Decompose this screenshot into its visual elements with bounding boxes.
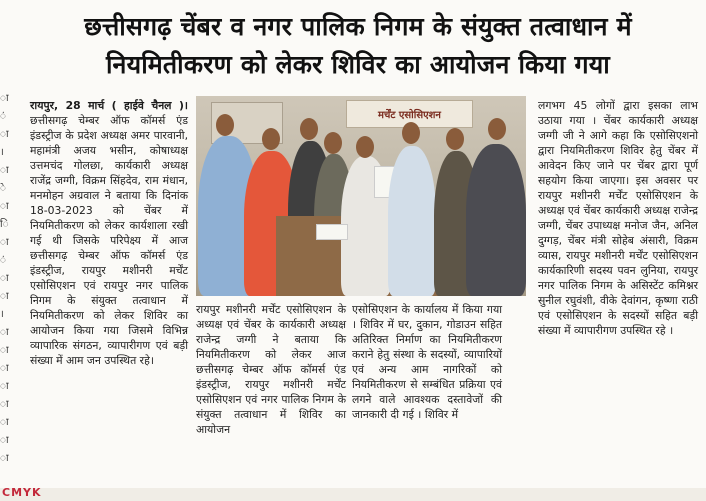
person-1-head [216, 114, 234, 136]
column-2-text: रायपुर मशीनरी मर्चेंट एसोसिएशन के अध्यक्ष एवं चेंबर के कार्यकारी अध्यक्ष राजेन्द्र जग्गी ने बताया कि नियमितीकरण को लेकर आज छत्तीसगढ़ चेम्बर ऑफ कॉमर्स एंड इंडस्ट्रीज, रायपुर मशीनरी मर्चेंट एसोसिएशन एवं नगर पालिक निगम के संयुक्त तत्वाधान में शिविर का आयोजन [196, 303, 346, 436]
person-2-head [262, 128, 280, 150]
person-4-head [324, 132, 342, 154]
article-column-2 [196, 302, 346, 437]
person-3-head [300, 118, 318, 140]
article-column-3 [352, 302, 502, 422]
person-8-head [488, 118, 506, 140]
dateline: रायपुर, 28 मार्च ( हाईवे चैनल )। [30, 99, 188, 112]
headline [18, 8, 698, 84]
column-3-text: एसोसिएशन के कार्यालय में किया गया । शिविर में घर, दुकान, गोडाउन सहित अतिरिक्त निर्माण का नियमितीकरण कराने हेतु संस्था के सदस्यों, व्यापारियों एवं अन्य आम नागरिकों को नियमितीकरण से सम्बंधित प्रक्रिया एवं लगने वाले आवश्यक दस्तावेजों की जानकारी दी गई । शिविर में [352, 303, 502, 421]
column-1-text: छत्तीसगढ़ चेम्बर ऑफ कॉमर्स एंड इंडस्ट्रीज के प्रदेश अध्यक्ष अमर पारवानी, महामंत्री अजय भसीन, कोषाध्यक्ष उत्तमचंद गोलछा, कार्यकारी अध्यक्ष राजेंद्र जग्गी, विक्रम सिंहदेव, राम मंधान, मनमोहन अग्रवाल ने बताया कि दिनांक 18-03-2023 को चेंबर में नियमितीकरण को लेकर कार्यशाला रखी गई थी जिसके परिपेक्ष्य में आज छत्तीसगढ़ चेम्बर ऑफ कॉमर्स एंड इंडस्ट्रीज, रायपुर मशीनरी मर्चेंट एसोसिएशन एवं रायपुर नगर पालिक निगम के संयुक्त तत्वाधान में नियमितीकरण को लेकर शिविर का आयोजन किया गया जिसमे विभिन्न व्यापारिक संगठन, व्यापारीगण एवं बड़ी संख्या में आम जन उपस्थित रहे। [30, 114, 188, 367]
print-mark: CMYK [2, 486, 42, 499]
person-6 [388, 146, 436, 296]
person-6-head [402, 122, 420, 144]
table-paper [316, 224, 348, 240]
article-column-4 [538, 98, 698, 338]
adjacent-column-edge: ा ं ा । ा े ा ि ा ं ा ा । ा ा ा ा ा ा ा ा [0, 93, 9, 464]
person-5-head [356, 136, 374, 158]
column-4-text: लगभग 45 लोगों द्वारा इसका लाभ उठाया गया । चेंबर कार्यकारी अध्यक्ष जग्गी जी ने आगे कहा कि एसोसिएशनो द्वारा नियमितीकरण शिविर हेतु चेंबर में आवेदन किए जाने पर चेंबर द्वारा पूर्ण सहयोग किया जाएगा। इस अवसर पर रायपुर मशीनरी मर्चेंट एसोसिएशन के अध्यक्ष एवं चेंबर कार्यकारी अध्यक्ष राजेन्द्र जग्गी, चेंबर उपाध्यक्ष मनोज जैन, अनिल दुग्गड़, चेंबर मंत्री सोहेब अंसारी, विक्रम व्यास, रायपुर मशीनरी मर्चेंट एसोसिएशन कार्यकारिणी सदस्य पवन लुनिया, रायपुर नगर पालिक निगम के असिस्टेंट कमिश्नर सुनील रघुवंशी, वीके देवांगन, कृष्णा राठी एवं एसोसिएशन के सदस्यों सहित बड़ी संख्या में व्यापारीगण उपस्थित रहे । [538, 99, 698, 337]
headline-line-1: छत्तीसगढ़ चेंबर व नगर पालिक निगम के संयुक्त तत्वाधान में [84, 12, 632, 41]
person-7-head [446, 128, 464, 150]
footer-strip [0, 488, 706, 501]
event-photo [196, 96, 526, 296]
person-8 [466, 144, 526, 296]
headline-line-2: नियमितीकरण को लेकर शिविर का आयोजन किया गया [106, 50, 610, 79]
article-column-1 [30, 98, 188, 368]
photo-banner: मर्चेंट एसोसिएशन [346, 100, 473, 128]
